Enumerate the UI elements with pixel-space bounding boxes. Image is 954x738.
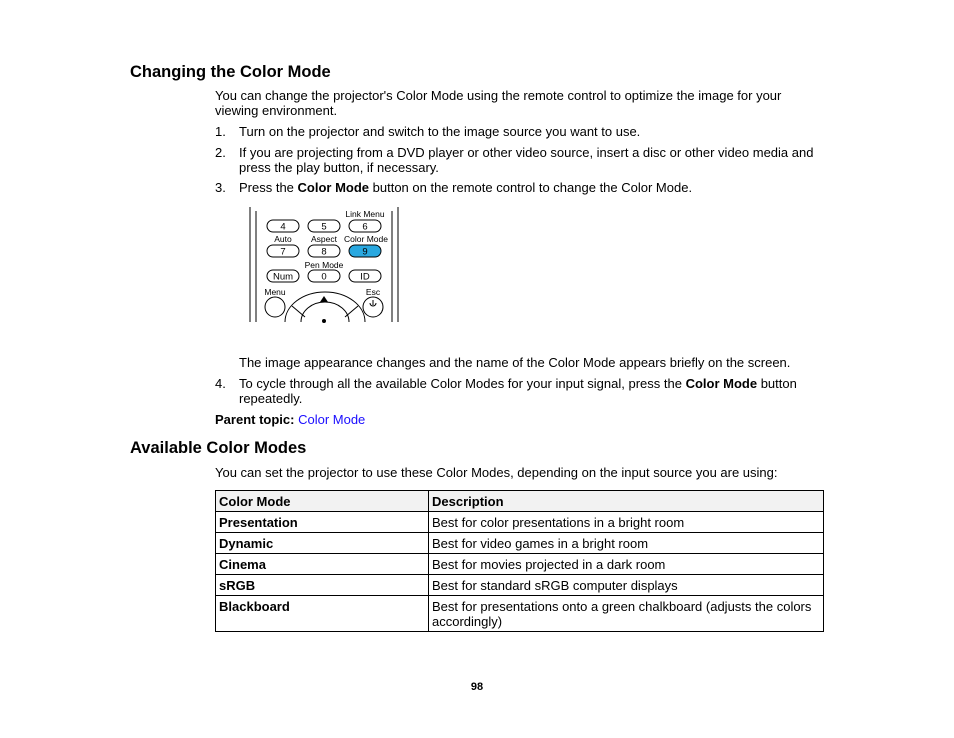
table-row (216, 575, 824, 596)
step-text: repeatedly. (239, 391, 303, 406)
mode-name: Blackboard (216, 596, 429, 632)
direction-pad-outer (285, 292, 365, 322)
color-mode-term: Color Mode (685, 376, 758, 391)
key-0: 0 (321, 271, 327, 283)
key-8: 8 (321, 246, 327, 258)
page-number: 98 (470, 681, 484, 693)
step-number: 2. (215, 145, 226, 160)
esc-symbol-icon (370, 300, 376, 306)
mode-name: Presentation (216, 512, 429, 533)
direction-pad-divider (292, 306, 305, 317)
table-row (216, 554, 824, 575)
mode-description: Best for video games in a bright room (429, 533, 824, 554)
remote-control-illustration (245, 205, 405, 325)
table-row (216, 533, 824, 554)
intro-paragraph (215, 88, 825, 118)
mode-description: Best for standard sRGB computer displays (429, 575, 824, 596)
step-text: If you are projecting from a DVD player or other video source, insert a disc or other video media and (239, 145, 814, 160)
section2-intro: You can set the projector to use these Color Modes, depending on the input source you are using: (215, 465, 778, 480)
key-num: Num (272, 271, 294, 283)
color-modes-table (215, 490, 824, 632)
column-header-description: Description (429, 491, 824, 512)
key-4: 4 (280, 221, 286, 233)
label-link-menu: Link Menu (345, 209, 385, 219)
key-7: 7 (280, 246, 286, 258)
label-color-mode: Color Mode (344, 234, 388, 244)
mode-description: Best for presentations onto a green chalkboard (adjusts the colors accordingly) (429, 596, 824, 632)
key-id: ID (360, 271, 370, 283)
direction-pad-divider (345, 306, 358, 317)
step-text: To cycle through all the available Color Modes for your input signal, press the Color Mode button (239, 376, 797, 391)
menu-button-shape (265, 297, 285, 317)
after-image-text: The image appearance changes and the name of the Color Mode appears briefly on the screen. (239, 355, 791, 370)
label-aspect: Aspect (311, 234, 337, 244)
mode-name: Cinema (216, 554, 429, 575)
step-3 (215, 180, 835, 195)
table-header-row (216, 491, 824, 512)
direction-pad-inner (301, 302, 349, 322)
key-9: 9 (362, 246, 368, 258)
step-number: 1. (215, 124, 226, 139)
step-number: 4. (215, 376, 226, 391)
table-row (216, 512, 824, 533)
mode-description: Best for movies projected in a dark room (429, 554, 824, 575)
mode-name: sRGB (216, 575, 429, 596)
step-text: Press the Color Mode button on the remote control to change the Color Mode. (239, 180, 693, 195)
table-row (216, 596, 824, 632)
color-mode-term: Color Mode (297, 180, 370, 195)
parent-topic-label: Parent topic: (215, 412, 295, 427)
section-heading-changing-color-mode: Changing the Color Mode (130, 63, 331, 81)
label-esc: Esc (365, 287, 381, 297)
intro-line: viewing environment. (215, 103, 338, 118)
step-text: Turn on the projector and switch to the image source you want to use. (239, 124, 641, 139)
section-heading-available-color-modes: Available Color Modes (130, 439, 307, 457)
key-5: 5 (321, 221, 327, 233)
mode-name: Dynamic (216, 533, 429, 554)
step-2 (215, 145, 835, 175)
mode-description: Best for color presentations in a bright room (429, 512, 824, 533)
label-pen-mode: Pen Mode (304, 260, 344, 270)
column-header-color-mode: Color Mode (216, 491, 429, 512)
step-4 (215, 376, 835, 406)
arrow-up-icon (320, 296, 328, 302)
parent-topic-link-color-mode[interactable]: Color Mode (298, 412, 366, 427)
key-6: 6 (362, 221, 368, 233)
step-number: 3. (215, 180, 226, 195)
intro-line: You can change the projector's Color Mode using the remote control to optimize the image for your (215, 88, 782, 103)
parent-topic (215, 412, 365, 427)
enter-dot-icon (322, 319, 326, 323)
label-menu: Menu (264, 287, 286, 297)
label-auto: Auto (274, 234, 292, 244)
step-text: press the play button, if necessary. (239, 160, 439, 175)
step-1 (215, 124, 835, 139)
